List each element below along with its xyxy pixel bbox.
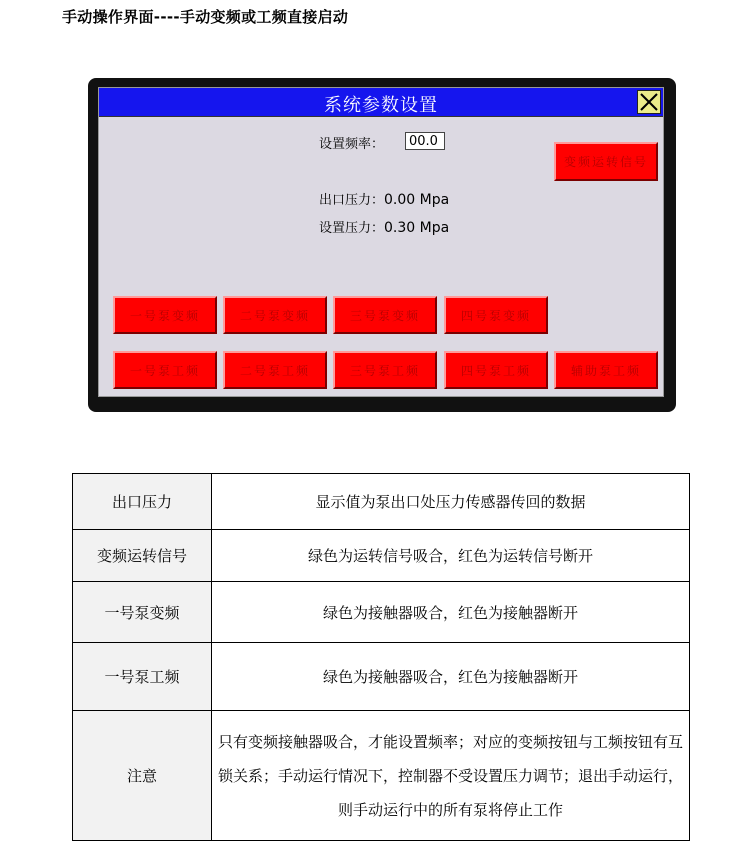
table-row bbox=[73, 582, 690, 643]
row-desc: 绿色为运转信号吸合，红色为运转信号断开 bbox=[212, 530, 690, 582]
aux-pump-pf-button[interactable]: 辅助泵工频 bbox=[554, 351, 658, 389]
row-key: 注意 bbox=[73, 711, 212, 841]
close-icon bbox=[638, 91, 660, 113]
freq-label: 设置频率： bbox=[319, 137, 385, 152]
pump2-pf-button[interactable]: 二号泵工频 bbox=[223, 351, 327, 389]
row-desc: 显示值为泵出口处压力传感器传回的数据 bbox=[212, 474, 690, 530]
outlet-pressure-caption: 出口压力： bbox=[319, 193, 385, 208]
set-pressure-label bbox=[319, 217, 449, 236]
description-table bbox=[72, 473, 690, 841]
hmi-panel bbox=[88, 78, 676, 412]
pump4-vf-button[interactable]: 四号泵变频 bbox=[444, 296, 548, 334]
close-button[interactable] bbox=[637, 90, 661, 114]
row-desc: 绿色为接触器吸合，红色为接触器断开 bbox=[212, 582, 690, 643]
pump3-pf-button[interactable]: 三号泵工频 bbox=[333, 351, 437, 389]
row-key: 一号泵变频 bbox=[73, 582, 212, 643]
pump4-pf-button[interactable]: 四号泵工频 bbox=[444, 351, 548, 389]
row-desc: 绿色为接触器吸合，红色为接触器断开 bbox=[212, 643, 690, 711]
set-pressure-caption: 设置压力： bbox=[319, 221, 385, 236]
outlet-pressure-label bbox=[319, 189, 449, 208]
row-desc: 只有变频接触器吸合，才能设置频率；对应的变频按钮与工频按钮有互锁关系；手动运行情况下，控制器不受设置压力调节；退出手动运行，则手动运行中的所有泵将停止工作 bbox=[212, 711, 690, 841]
hmi-title: 系统参数设置 bbox=[324, 95, 438, 116]
hmi-screen bbox=[98, 87, 664, 397]
table-row bbox=[73, 711, 690, 841]
hmi-titlebar bbox=[99, 88, 663, 117]
table-row bbox=[73, 474, 690, 530]
outlet-pressure-value: 0.00 Mpa bbox=[384, 192, 450, 208]
freq-input[interactable]: 00.0 bbox=[405, 132, 445, 150]
row-key: 变频运转信号 bbox=[73, 530, 212, 582]
table-row bbox=[73, 530, 690, 582]
run-signal-button[interactable]: 变频运转信号 bbox=[554, 142, 658, 181]
pump1-pf-button[interactable]: 一号泵工频 bbox=[113, 351, 217, 389]
row-key: 一号泵工频 bbox=[73, 643, 212, 711]
pump1-vf-button[interactable]: 一号泵变频 bbox=[113, 296, 217, 334]
pump2-vf-button[interactable]: 二号泵变频 bbox=[223, 296, 327, 334]
table-row bbox=[73, 643, 690, 711]
pump3-vf-button[interactable]: 三号泵变频 bbox=[333, 296, 437, 334]
set-pressure-value: 0.30 Mpa bbox=[384, 220, 450, 236]
page-heading: 手动操作界面----手动变频或工频直接启动 bbox=[62, 8, 349, 26]
row-key: 出口压力 bbox=[73, 474, 212, 530]
